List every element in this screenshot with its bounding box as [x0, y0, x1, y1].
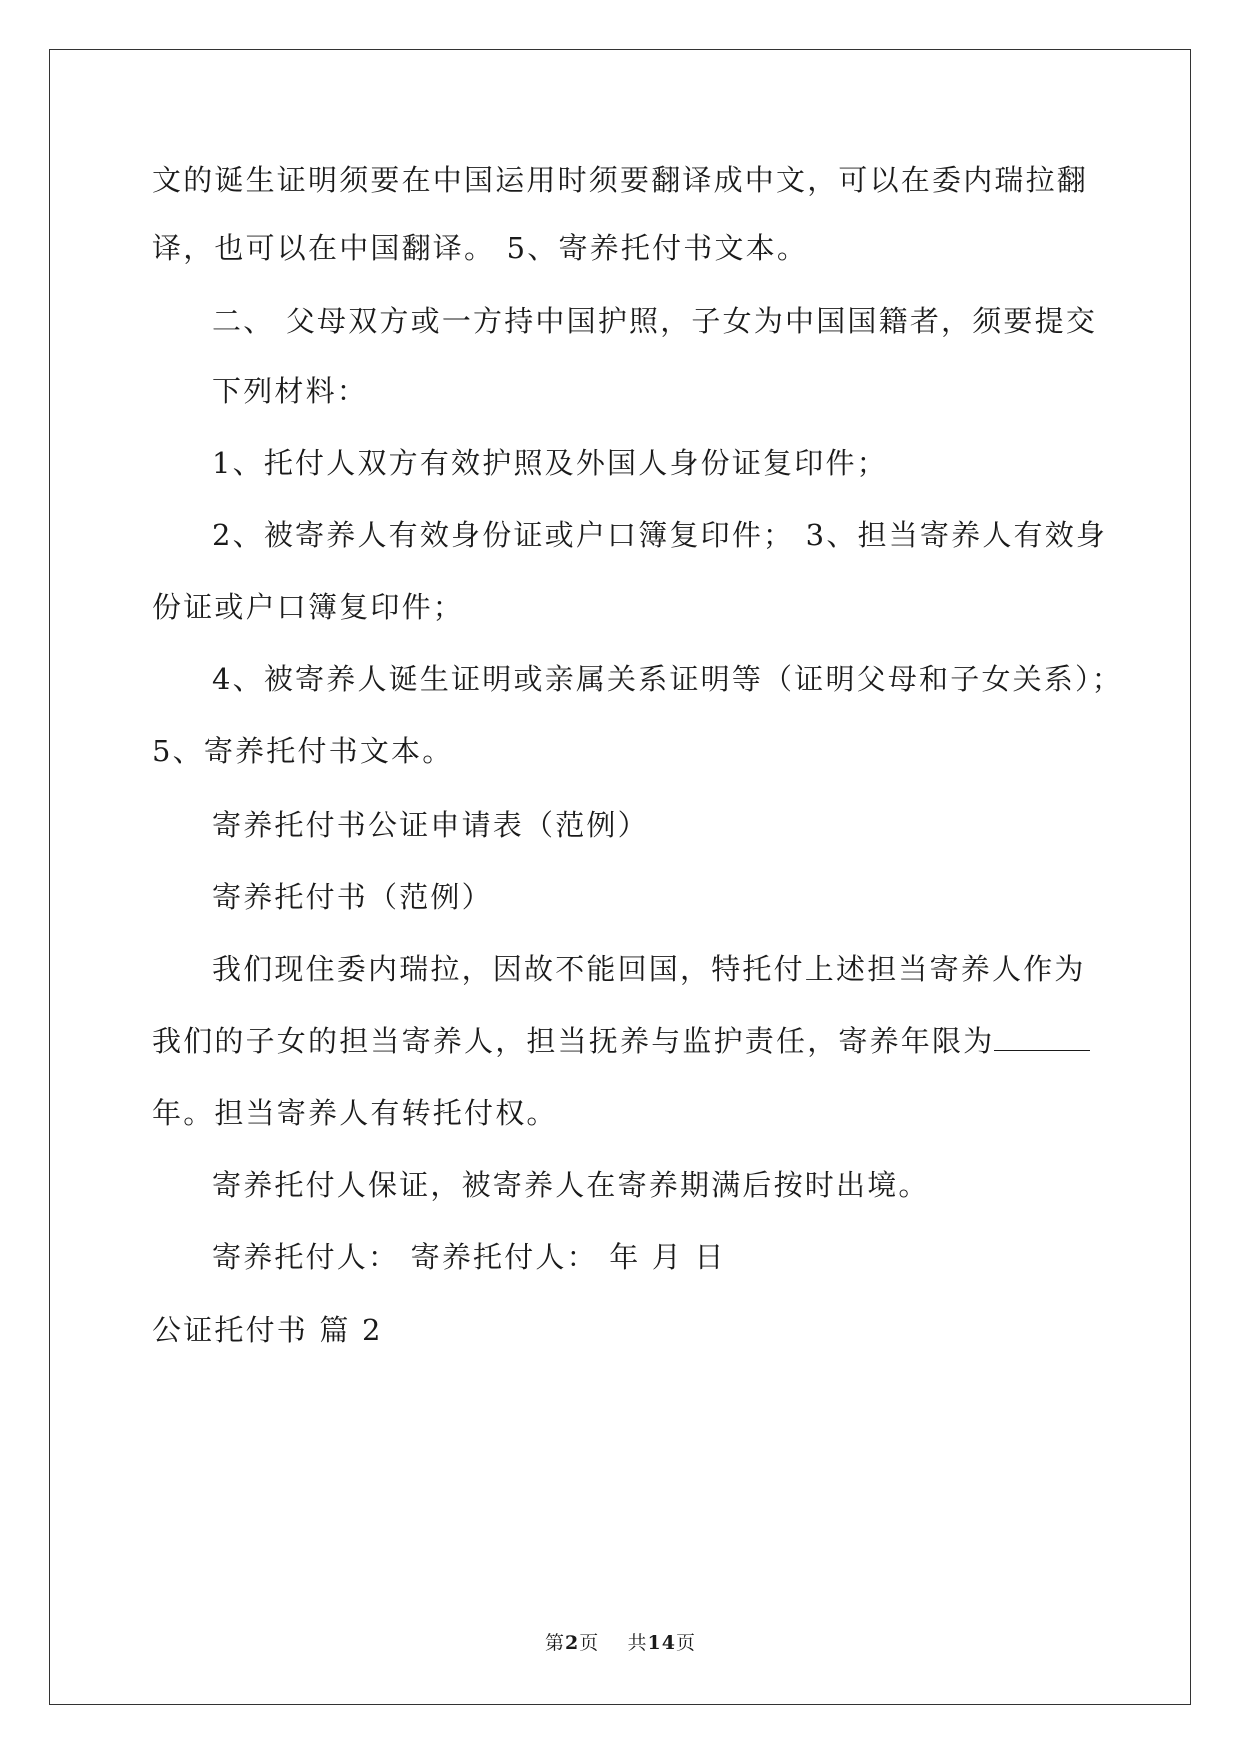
- list-item-1: 1、托付人双方有效护照及外国人身份证复印件；: [212, 446, 888, 480]
- entrustment-title: 寄养托付书（范例）: [212, 880, 493, 914]
- application-form-title: 寄养托付书公证申请表（范例）: [212, 808, 649, 842]
- section-heading-part-2: 公证托付书 篇 2: [152, 1313, 383, 1347]
- list-item-5: 5、寄养托付书文本。: [152, 734, 454, 768]
- total-pages: 14: [647, 1632, 676, 1654]
- page-suffix: 页: [579, 1632, 600, 1654]
- total-suffix: 页: [675, 1632, 696, 1654]
- text-line-13-text: 我们的子女的担当寄养人，担当抚养与监护责任，寄养年限为: [152, 1024, 995, 1058]
- total-prefix: 共: [627, 1632, 648, 1654]
- text-line-7: 份证或户口簿复印件；: [152, 590, 465, 624]
- text-line-2: 译，也可以在中国翻译。 5、寄养托付书文本。: [152, 231, 809, 265]
- text-line-14: 年。担当寄养人有转托付权。: [152, 1096, 558, 1130]
- text-line-1: 文的诞生证明须要在中国运用时须要翻译成中文，可以在委内瑞拉翻: [152, 163, 1089, 197]
- list-item-4: 4、被寄养人诞生证明或亲属关系证明等（证明父母和子女关系）；: [212, 662, 1123, 696]
- list-item-2-3: 2、被寄养人有效身份证或户口簿复印件； 3、担当寄养人有效身: [212, 518, 1108, 552]
- page-footer: [0, 1631, 1241, 1655]
- text-line-4: 下列材料：: [212, 374, 369, 408]
- fill-in-blank-years: [994, 1024, 1090, 1051]
- text-line-13: [152, 1021, 1090, 1061]
- text-line-15: 寄养托付人保证，被寄养人在寄养期满后按时出境。: [212, 1168, 930, 1202]
- page-prefix: 第: [545, 1632, 566, 1654]
- page-number: 2: [565, 1632, 580, 1654]
- section-heading-two: 二、 父母双方或一方持中国护照，子女为中国国籍者，须要提交: [212, 304, 1098, 338]
- signature-line: 寄养托付人： 寄养托付人： 年 月 日: [212, 1240, 726, 1274]
- text-line-12: 我们现住委内瑞拉，因故不能回国，特托付上述担当寄养人作为: [212, 952, 1086, 986]
